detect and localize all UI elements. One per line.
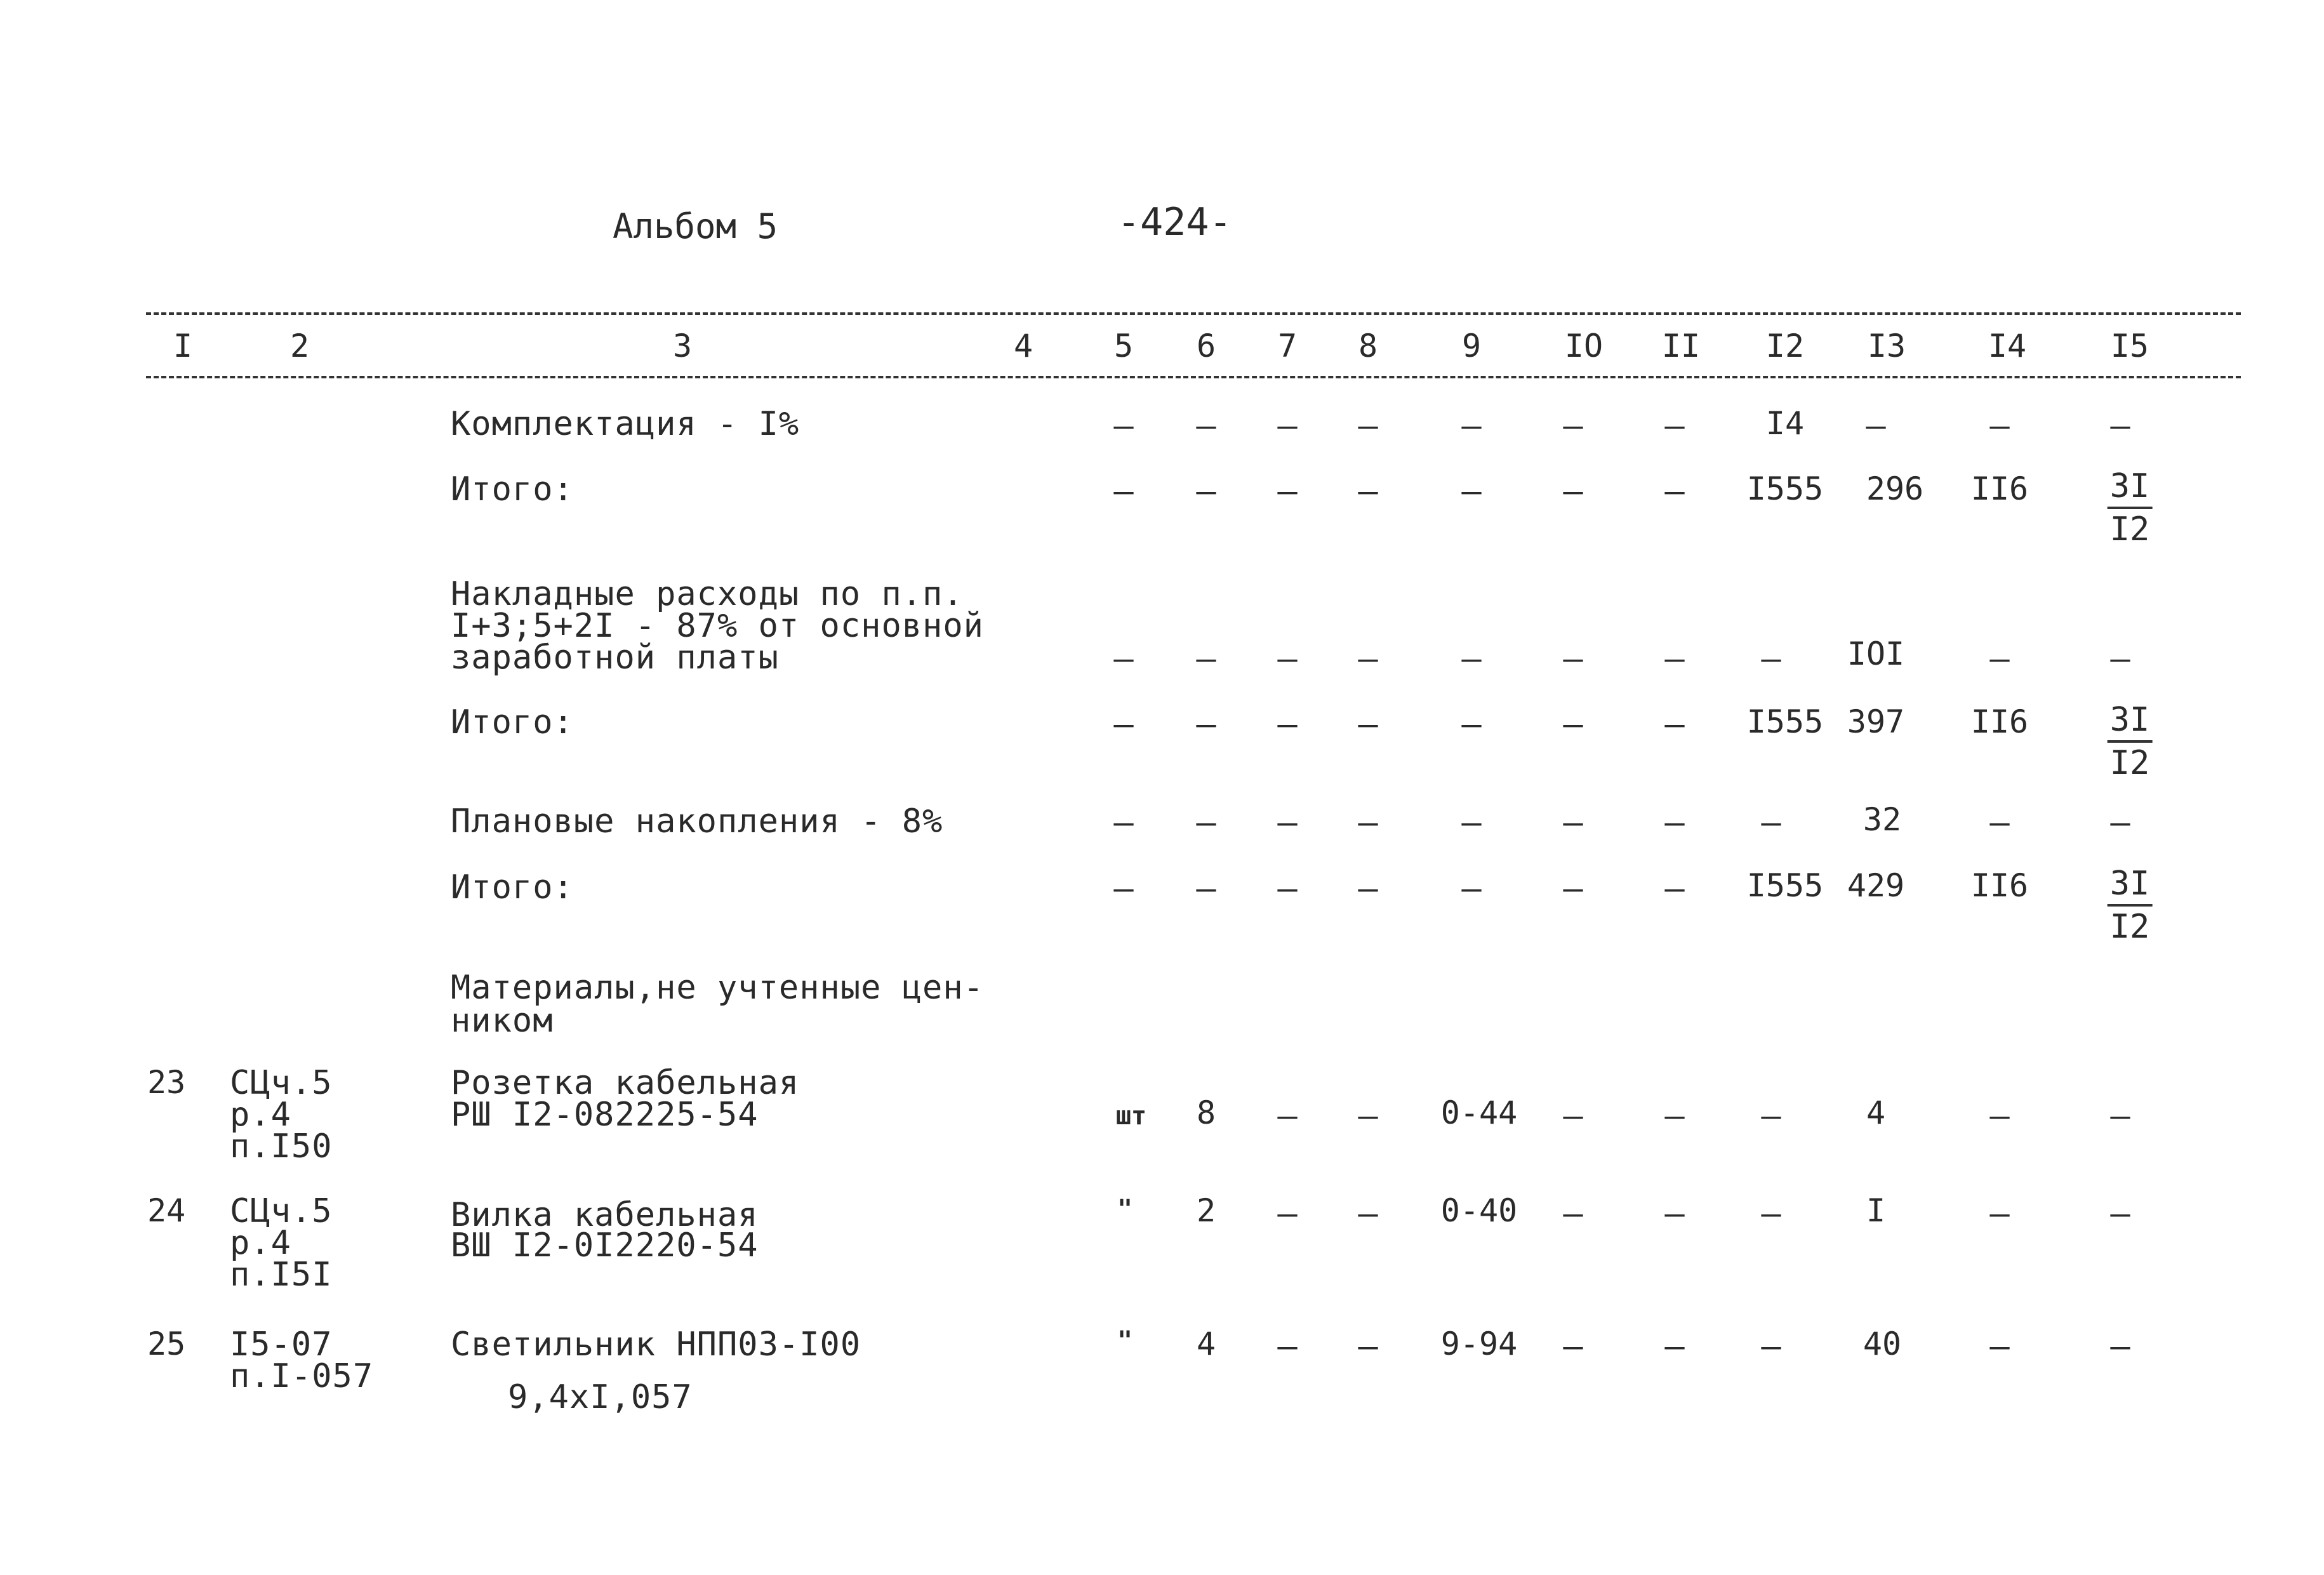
fraction-numerator: 3I [2108, 470, 2153, 509]
item-ref-line-2: р.4 [230, 1096, 291, 1134]
fraction-numerator: 3I [2108, 703, 2153, 743]
cell-c7: – [1277, 640, 1298, 678]
item-price: 9-94 [1440, 1326, 1518, 1362]
cell-c11: – [1664, 804, 1685, 842]
cell-c6: – [1196, 407, 1216, 445]
cell-c14: – [1989, 407, 2010, 445]
cell-c5: – [1113, 640, 1134, 678]
col-header-4: 4 [1013, 328, 1033, 364]
cell-c11: – [1664, 870, 1685, 908]
cell-c7: – [1277, 1195, 1298, 1233]
cell-c6: – [1196, 870, 1216, 908]
item-price: 0-40 [1440, 1192, 1518, 1229]
cell-c8: – [1358, 705, 1378, 743]
cell-c6: – [1196, 472, 1216, 510]
cell-c6: – [1196, 804, 1216, 842]
cell-c6: – [1196, 640, 1216, 678]
cell-c11: – [1664, 640, 1685, 678]
col-header-9: 9 [1461, 328, 1482, 364]
cell-c13: 32 [1863, 801, 1902, 838]
cell-c12: – [1761, 1327, 1781, 1366]
item-number: 25 [147, 1326, 186, 1362]
cell-c7: – [1277, 870, 1298, 908]
cell-c10: – [1563, 1195, 1583, 1233]
row-text: Плановые накопления - 8% [451, 802, 943, 841]
header-top-rule [146, 312, 2241, 315]
cell-c13: 40 [1863, 1326, 1902, 1362]
col-header-7: 7 [1277, 328, 1298, 364]
col-header-1: I [173, 328, 193, 364]
col-header-2: 2 [289, 328, 310, 364]
cell-c8: – [1358, 804, 1378, 842]
fraction-numerator: 3I [2108, 867, 2153, 907]
cell-c8: – [1358, 870, 1378, 908]
page-number: -424- [1117, 200, 1232, 244]
cell-c14: – [1989, 1327, 2010, 1366]
cell-c8: – [1358, 640, 1378, 678]
row-text: Комплектация - I% [451, 405, 800, 443]
row-text-line-1: Накладные расходы по п.п. [451, 575, 964, 613]
cell-c7: – [1277, 407, 1298, 445]
section-heading-line-1: Материалы,не учтенные цен- [451, 969, 984, 1007]
cell-c8: – [1358, 407, 1378, 445]
item-ref-line-2: п.I-057 [230, 1357, 374, 1395]
section-heading-line-2: ником [451, 1002, 554, 1040]
cell-c7: – [1277, 705, 1298, 743]
cell-c14: II6 [1970, 867, 2029, 904]
col-header-3: 3 [672, 328, 693, 364]
cell-c14: – [1989, 1195, 2010, 1233]
cell-c13: 296 [1866, 470, 1924, 507]
cell-c9: – [1461, 705, 1482, 743]
cell-c7: – [1277, 1327, 1298, 1366]
cell-c14: – [1989, 1097, 2010, 1135]
cell-c13: IOI [1847, 635, 1905, 672]
row-text: Итого: [451, 868, 574, 907]
cell-c10: – [1563, 640, 1583, 678]
item-qty: 8 [1196, 1094, 1216, 1131]
cell-c8: – [1358, 1195, 1378, 1233]
cell-c10: – [1563, 705, 1583, 743]
cell-c15: – [2110, 407, 2130, 445]
cell-c13: – [1866, 407, 1886, 445]
cell-c14: II6 [1970, 703, 2029, 740]
cell-c7: – [1277, 804, 1298, 842]
cell-c5: – [1113, 705, 1134, 743]
cell-c5: – [1113, 472, 1134, 510]
cell-c9: – [1461, 870, 1482, 908]
row-text-line-2: I+3;5+2I - 87% от основной [451, 607, 984, 645]
cell-c14: – [1989, 804, 2010, 842]
col-header-10: IO [1564, 328, 1604, 364]
item-ref-line-1: СЦч.5 [230, 1064, 333, 1102]
cell-c7: – [1277, 472, 1298, 510]
cell-c15: – [2110, 1097, 2130, 1135]
cell-c11: – [1664, 1327, 1685, 1366]
col-header-12: I2 [1765, 328, 1805, 364]
cell-c10: – [1563, 472, 1583, 510]
cell-c13: 4 [1866, 1094, 1886, 1131]
row-text: Итого: [451, 470, 574, 508]
item-name-line-1: Вилка кабельная [451, 1196, 759, 1234]
cell-c10: – [1563, 407, 1583, 445]
cell-c15: – [2110, 640, 2130, 678]
cell-c9: – [1461, 472, 1482, 510]
item-ref-line-3: п.I50 [230, 1127, 333, 1166]
cell-c14: – [1989, 640, 2010, 678]
cell-c14: II6 [1970, 470, 2029, 507]
cell-c9: – [1461, 640, 1482, 678]
row-text-line-3: заработной платы [451, 639, 779, 677]
cell-c13: 397 [1847, 703, 1905, 740]
cell-c12: I555 [1746, 867, 1824, 904]
cell-c11: – [1664, 472, 1685, 510]
item-ref-line-1: I5-07 [230, 1326, 333, 1364]
cell-c15: – [2110, 804, 2130, 842]
fraction-denominator: I2 [2109, 510, 2150, 548]
cell-c12: – [1761, 804, 1781, 842]
cell-c12: – [1761, 1195, 1781, 1233]
item-name-line-2: 9,4хI,057 [508, 1378, 693, 1416]
col-header-14: I4 [1988, 328, 2027, 364]
cell-c9: – [1461, 804, 1482, 842]
item-ref-line-2: р.4 [230, 1224, 291, 1262]
fraction-denominator: I2 [2109, 744, 2150, 782]
cell-c10: – [1563, 1097, 1583, 1135]
item-number: 23 [147, 1064, 186, 1101]
item-price: 0-44 [1440, 1094, 1518, 1131]
cell-c11: – [1664, 1195, 1685, 1233]
cell-c15: – [2110, 1195, 2130, 1233]
item-number: 24 [147, 1192, 186, 1229]
cell-c5: – [1113, 407, 1134, 445]
item-name-line-1: Светильник НПП03-I00 [451, 1326, 861, 1364]
cell-c11: – [1664, 705, 1685, 743]
cell-c13: I [1866, 1192, 1886, 1229]
cell-c7: – [1277, 1097, 1298, 1135]
item-unit-ditto: " [1117, 1195, 1133, 1224]
cell-c10: – [1563, 1327, 1583, 1366]
header-bottom-rule [146, 376, 2241, 378]
cell-c12: I4 [1765, 405, 1805, 442]
cell-c6: – [1196, 705, 1216, 743]
item-unit: шт [1115, 1101, 1147, 1131]
cell-c15: – [2110, 1327, 2130, 1366]
col-header-11: II [1661, 328, 1701, 364]
cell-c5: – [1113, 870, 1134, 908]
cell-c13: 429 [1847, 867, 1905, 904]
item-unit-ditto: " [1117, 1326, 1133, 1355]
col-header-5: 5 [1113, 328, 1134, 364]
cell-c8: – [1358, 472, 1378, 510]
item-qty: 4 [1196, 1326, 1216, 1362]
item-name-line-2: ВШ I2-0I2220-54 [451, 1226, 759, 1265]
cell-c12: I555 [1746, 470, 1824, 507]
item-name-line-2: РШ I2-082225-54 [451, 1096, 759, 1134]
col-header-13: I3 [1867, 328, 1906, 364]
cell-c5: – [1113, 804, 1134, 842]
cell-c12: – [1761, 1097, 1781, 1135]
album-label: Альбом 5 [613, 206, 778, 246]
cell-c10: – [1563, 804, 1583, 842]
item-qty: 2 [1196, 1192, 1216, 1229]
item-ref-line-1: СЦч.5 [230, 1192, 333, 1230]
cell-c15-fraction [2108, 865, 2153, 946]
cell-c11: – [1664, 407, 1685, 445]
cell-c9: – [1461, 407, 1482, 445]
item-ref-line-3: п.I5I [230, 1256, 333, 1294]
cell-c8: – [1358, 1327, 1378, 1366]
col-header-6: 6 [1196, 328, 1216, 364]
cell-c12: – [1761, 640, 1781, 678]
item-name-line-1: Розетка кабельная [451, 1064, 800, 1102]
cell-c8: – [1358, 1097, 1378, 1135]
cell-c15-fraction [2108, 467, 2153, 548]
cell-c11: – [1664, 1097, 1685, 1135]
col-header-8: 8 [1358, 328, 1378, 364]
col-header-15: I5 [2110, 328, 2149, 364]
cell-c10: – [1563, 870, 1583, 908]
row-text: Итого: [451, 703, 574, 741]
fraction-denominator: I2 [2109, 908, 2150, 946]
cell-c15-fraction [2108, 703, 2153, 780]
cell-c12: I555 [1746, 703, 1824, 740]
